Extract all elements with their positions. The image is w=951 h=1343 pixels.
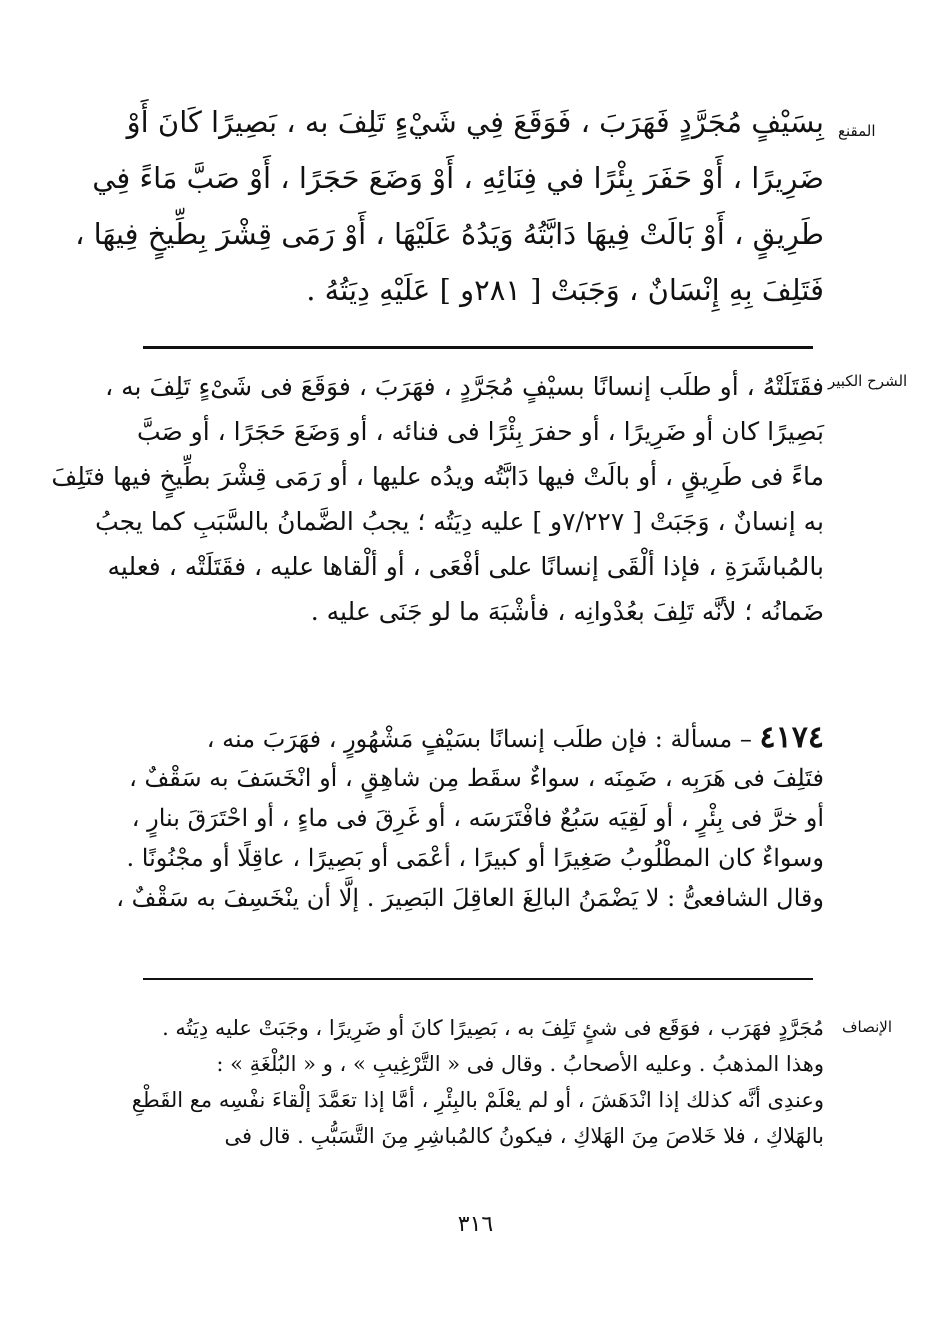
text-line: فَتَلِفَ بِهِ إِنْسَانٌ ، وَجَبَتْ [ ٢٨١و ] عَلَيْهِ دِيَتُهُ . [306, 273, 824, 307]
text-line: ضَرِيرًا ، أَوْ حَفَرَ بِئْرًا في فِنَائِهِ ، أَوْ وَضَعَ حَجَرًا ، أَوْ صَبَّ مَاءً فِي [92, 161, 824, 195]
text-line: به إنسانٌ ، وَجَبَتْ [ ٧/٢٢٧و ] عليه دِيَتُه ؛ يجبُ الضَّمانُ بالسَّبَبِ كما يجبُ [95, 507, 824, 536]
text-line: بَصِيرًا كان أو ضَرِيرًا ، أو حفرَ بِئْرًا فى فنائه ، أو وَضَعَ حَجَرًا ، أو صَبَّ [136, 417, 824, 446]
text-line: وقال الشافعىُّ : لا يَضْمَنُ البالِغَ العاقِلَ البَصِيرَ . إلَّا أن ينْخَسِفَ به سَقْفٌ ، [116, 884, 824, 912]
text-line: بالهَلاكِ ، فلا خَلاصَ مِنَ الهَلاكِ ، فيكونُ كالمُباشِرِ مِنَ التَّسَبُّبِ . قال فى [224, 1124, 824, 1148]
text-line: أو خرَّ فى بِئْرٍ ، أو لَقِيَه سَبُعٌ فافْتَرَسَه ، أو غَرِقَ فى ماءٍ ، أو احْتَرَقَ بنارٍ ، [131, 804, 824, 832]
masala-first-line [140, 718, 824, 758]
text-line: بالمُباشَرَةِ ، فإذا ألْقَى إنسانًا على أفْعَى ، أو ألْقاها عليه ، فقَتَلَتْه ، فعليه [107, 552, 824, 581]
section-label-insaf: الإنصاف [842, 1018, 893, 1036]
muqni-text [75, 94, 824, 318]
masala-text [116, 718, 824, 918]
sharh-text [51, 364, 824, 634]
text-line: – مسألة : فإن طلَب إنسانًا بسَيْفٍ مَشْهُورٍ ، فهَرَبَ منه ، [206, 725, 752, 753]
text-line: مُجَرَّدٍ فهَرَب ، فوَقَع فى شئٍ تَلِفَ به ، بَصِيرًا كانَ أو ضَرِيرًا ، وجَبَتْ عليه دِيَتُه . [162, 1016, 824, 1040]
text-line: بِسَيْفٍ مُجَرَّدٍ فَهَرَبَ ، فَوَقَعَ فِي شَيْءٍ تَلِفَ به ، بَصِيرًا كَانَ أَوْ [126, 105, 824, 139]
text-line: وعندِى أنَّه كذلك إذا انْدَهَشَ ، أو لم يعْلَمْ بالبِئْرِ ، أمَّا إذا تعَمَّدَ إلْقاءَ نفْسِه مع القَطْعِ [131, 1088, 824, 1112]
section-label-muqni: المقنع [838, 122, 876, 140]
issue-number: ٤١٧٤ [759, 720, 824, 755]
section-divider [143, 978, 813, 980]
text-line: وهذا المذهبُ . وعليه الأصحابُ . وقال فى « التَّرْغِيبِ » ، و « البُلْغَةِ » : [216, 1052, 824, 1076]
section-divider [143, 346, 813, 349]
page-number: ٣١٦ [457, 1212, 494, 1237]
text-line: فتَلِفَ فى هَرَبِه ، ضَمِنَه ، سواءٌ سقَط مِن شاهِقٍ ، أو انْخَسَفَ به سَقْفٌ ، [129, 764, 824, 792]
text-line: طَرِيقٍ ، أَوْ بَالَتْ فِيهَا دَابَّتُهُ وَيَدُهُ عَلَيْهَا ، أَوْ رَمَى قِشْرَ بِطِّيخٍ فِيهَا ، [75, 217, 824, 251]
section-label-sharh: الشرح الكبير [828, 372, 908, 390]
text-line: ضَمانُه ؛ لأنَّه تَلِفَ بعُدْوانِه ، فأشْبَهَ ما لو جَنَى عليه . [310, 597, 824, 626]
text-line: فقَتَلَتْهُ ، أو طلَب إنسانًا بسيْفٍ مُجَرَّدٍ ، فهَرَبَ ، فوَقَعَ فى شَىْءٍ تَلِفَ به ، [105, 372, 824, 401]
text-line: وسواءٌ كان المطْلُوبُ صَغِيرًا أو كبيرًا ، أعْمَى أو بَصِيرًا ، عاقِلًا أو مجْنُونًا . [126, 844, 824, 872]
text-line: ماءً فى طَرِيقٍ ، أو بالَتْ فيها دَابَّتُه ويدُه عليها ، أو رَمَى قِشْرَ بطِّيخٍ فيها فتَلِفَ [51, 462, 824, 491]
insaf-text [131, 1010, 824, 1154]
